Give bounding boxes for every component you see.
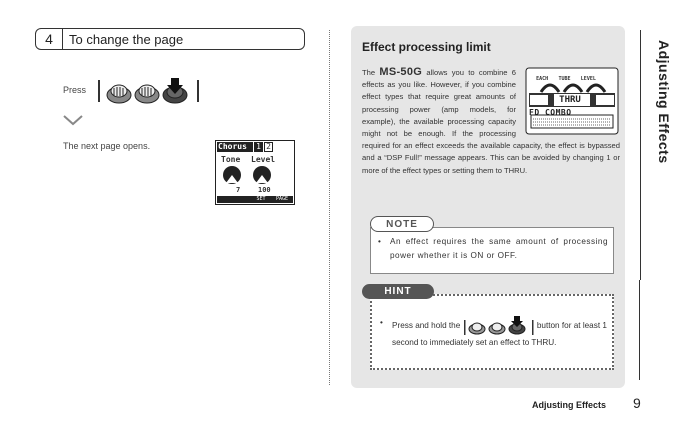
body-text: allows you to combine 6 effects as you like. However, if you combine effect types that require great amounts of processing power (amp models, for example), the available processing capacity might not be enough. If the processing required for an effect exceeds the available capacity, the effect is bypassed and a “DSP Full!” message appears. This can be avoided by changing 1 or more of the effect types or setting them to THRU. — [362, 68, 620, 175]
footer-section-label: Adjusting Effects — [532, 400, 607, 410]
lcd-label-level: LEVEL — [580, 76, 596, 82]
lcd-label-row — [531, 76, 601, 82]
side-tab-label: Adjusting Effects — [656, 40, 672, 164]
footswitch-2-icon — [135, 85, 159, 103]
hint-content — [392, 316, 608, 349]
page-number: 9 — [633, 395, 641, 411]
hint-text-before: Press and hold the — [392, 321, 461, 331]
lcd-effect-sub: FD COMBO — [529, 108, 572, 117]
hint-item — [380, 316, 608, 349]
column-divider — [329, 30, 330, 385]
hint-bullet-row — [380, 316, 608, 349]
lcd-display — [215, 140, 295, 205]
hint-label: HINT — [362, 284, 434, 299]
hint-text-after: button for at least 1 second to immediately set an effect to THRU. — [392, 321, 607, 347]
lcd-softkey-page: PAGE — [275, 196, 289, 202]
step-number: 4 — [36, 29, 63, 49]
step-title: To change the page — [69, 31, 184, 47]
footswitch-3-pressed-icon — [163, 78, 187, 103]
bullet-icon: • — [380, 318, 383, 327]
lcd-value-1: 7 — [236, 186, 241, 194]
lcd-value-2: 100 — [258, 186, 271, 194]
press-label: Press — [63, 85, 87, 95]
lcd-effect-name: Chorus — [217, 142, 253, 152]
side-line — [639, 280, 640, 380]
lcd-softkey-set: SET — [256, 196, 266, 202]
step-header — [35, 28, 305, 50]
chevron-down-icon — [62, 114, 84, 126]
body-the: The — [362, 68, 376, 77]
brand-name: MS-50G — [379, 66, 423, 78]
lcd-param-2: Level — [251, 155, 276, 164]
footswitch-icon — [97, 78, 200, 104]
note-label: NOTE — [370, 216, 434, 232]
footswitch-1-icon — [107, 85, 131, 103]
footswitch-icon — [463, 316, 535, 336]
lcd-label-each: EACH — [536, 76, 549, 82]
note-item — [378, 235, 608, 263]
note-text: An effect requires the same amount of processing power whether it is ON or OFF. — [390, 237, 608, 260]
note-bullet-row — [378, 235, 608, 263]
next-page-text: The next page opens. — [63, 141, 151, 151]
panel-body — [362, 66, 620, 177]
lcd-param-1: Tone — [221, 155, 241, 164]
knob-icon — [220, 165, 290, 185]
lcd-label-tube: TUBE — [558, 76, 571, 82]
panel-title: Effect processing limit — [362, 40, 491, 54]
lcd-page-2: 2 — [264, 142, 273, 152]
bullet-icon: • — [378, 237, 381, 246]
lcd-thru-text: THRU — [559, 95, 581, 105]
lcd-page-1: 1 — [254, 142, 263, 152]
